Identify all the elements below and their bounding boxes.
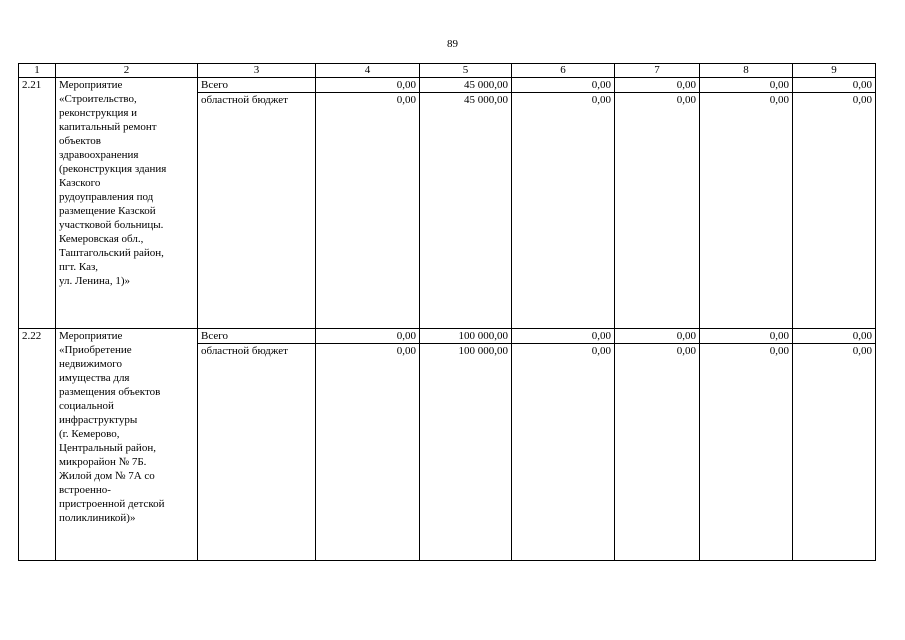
value-cell: 0,00 bbox=[316, 78, 420, 93]
value-cell: 0,00 bbox=[316, 329, 420, 344]
header-cell: 2 bbox=[56, 64, 198, 78]
value-cell: 45 000,00 bbox=[420, 78, 512, 93]
value-cell: 0,00 bbox=[316, 344, 420, 561]
value-cell: 0,00 bbox=[793, 329, 876, 344]
header-cell: 9 bbox=[793, 64, 876, 78]
table-row bbox=[19, 78, 876, 93]
header-cell: 4 bbox=[316, 64, 420, 78]
value-cell: 0,00 bbox=[615, 78, 700, 93]
measure-name: Мероприятие «Строительство, реконструкция и капитальный ремонт объектов здравоохранения (реконструкция здания Казского рудоуправления под размещение Казской участковой больницы. Кемеровская обл., Таштагольский район, пгт. Каз, ул. Ленина, 1)» bbox=[56, 78, 198, 329]
funding-source: Всего bbox=[198, 329, 316, 344]
value-cell: 0,00 bbox=[615, 93, 700, 329]
table-row bbox=[19, 329, 876, 344]
value-cell: 0,00 bbox=[700, 93, 793, 329]
row-id: 2.22 bbox=[19, 329, 56, 561]
header-cell: 5 bbox=[420, 64, 512, 78]
header-cell: 8 bbox=[700, 64, 793, 78]
value-cell: 0,00 bbox=[793, 78, 876, 93]
value-cell: 0,00 bbox=[615, 344, 700, 561]
row-id: 2.21 bbox=[19, 78, 56, 329]
value-cell: 0,00 bbox=[512, 344, 615, 561]
header-cell: 7 bbox=[615, 64, 700, 78]
value-cell: 0,00 bbox=[700, 344, 793, 561]
funding-source: областной бюджет bbox=[198, 344, 316, 561]
measure-name: Мероприятие «Приобретение недвижимого имущества для размещения объектов социальной инфраструктуры (г. Кемерово, Центральный район, микрорайон № 7Б. Жилой дом № 7А со встроенно- пристроенной детской поликлиникой)» bbox=[56, 329, 198, 561]
value-cell: 100 000,00 bbox=[420, 329, 512, 344]
value-cell: 0,00 bbox=[316, 93, 420, 329]
value-cell: 0,00 bbox=[512, 78, 615, 93]
header-cell: 6 bbox=[512, 64, 615, 78]
value-cell: 100 000,00 bbox=[420, 344, 512, 561]
funding-source: Всего bbox=[198, 78, 316, 93]
budget-table bbox=[18, 63, 876, 561]
value-cell: 0,00 bbox=[700, 78, 793, 93]
value-cell: 45 000,00 bbox=[420, 93, 512, 329]
value-cell: 0,00 bbox=[700, 329, 793, 344]
value-cell: 0,00 bbox=[512, 93, 615, 329]
value-cell: 0,00 bbox=[615, 329, 700, 344]
table-header-row bbox=[19, 64, 876, 78]
value-cell: 0,00 bbox=[512, 329, 615, 344]
header-cell: 1 bbox=[19, 64, 56, 78]
value-cell: 0,00 bbox=[793, 344, 876, 561]
funding-source: областной бюджет bbox=[198, 93, 316, 329]
page-number: 89 bbox=[447, 38, 458, 50]
value-cell: 0,00 bbox=[793, 93, 876, 329]
header-cell: 3 bbox=[198, 64, 316, 78]
